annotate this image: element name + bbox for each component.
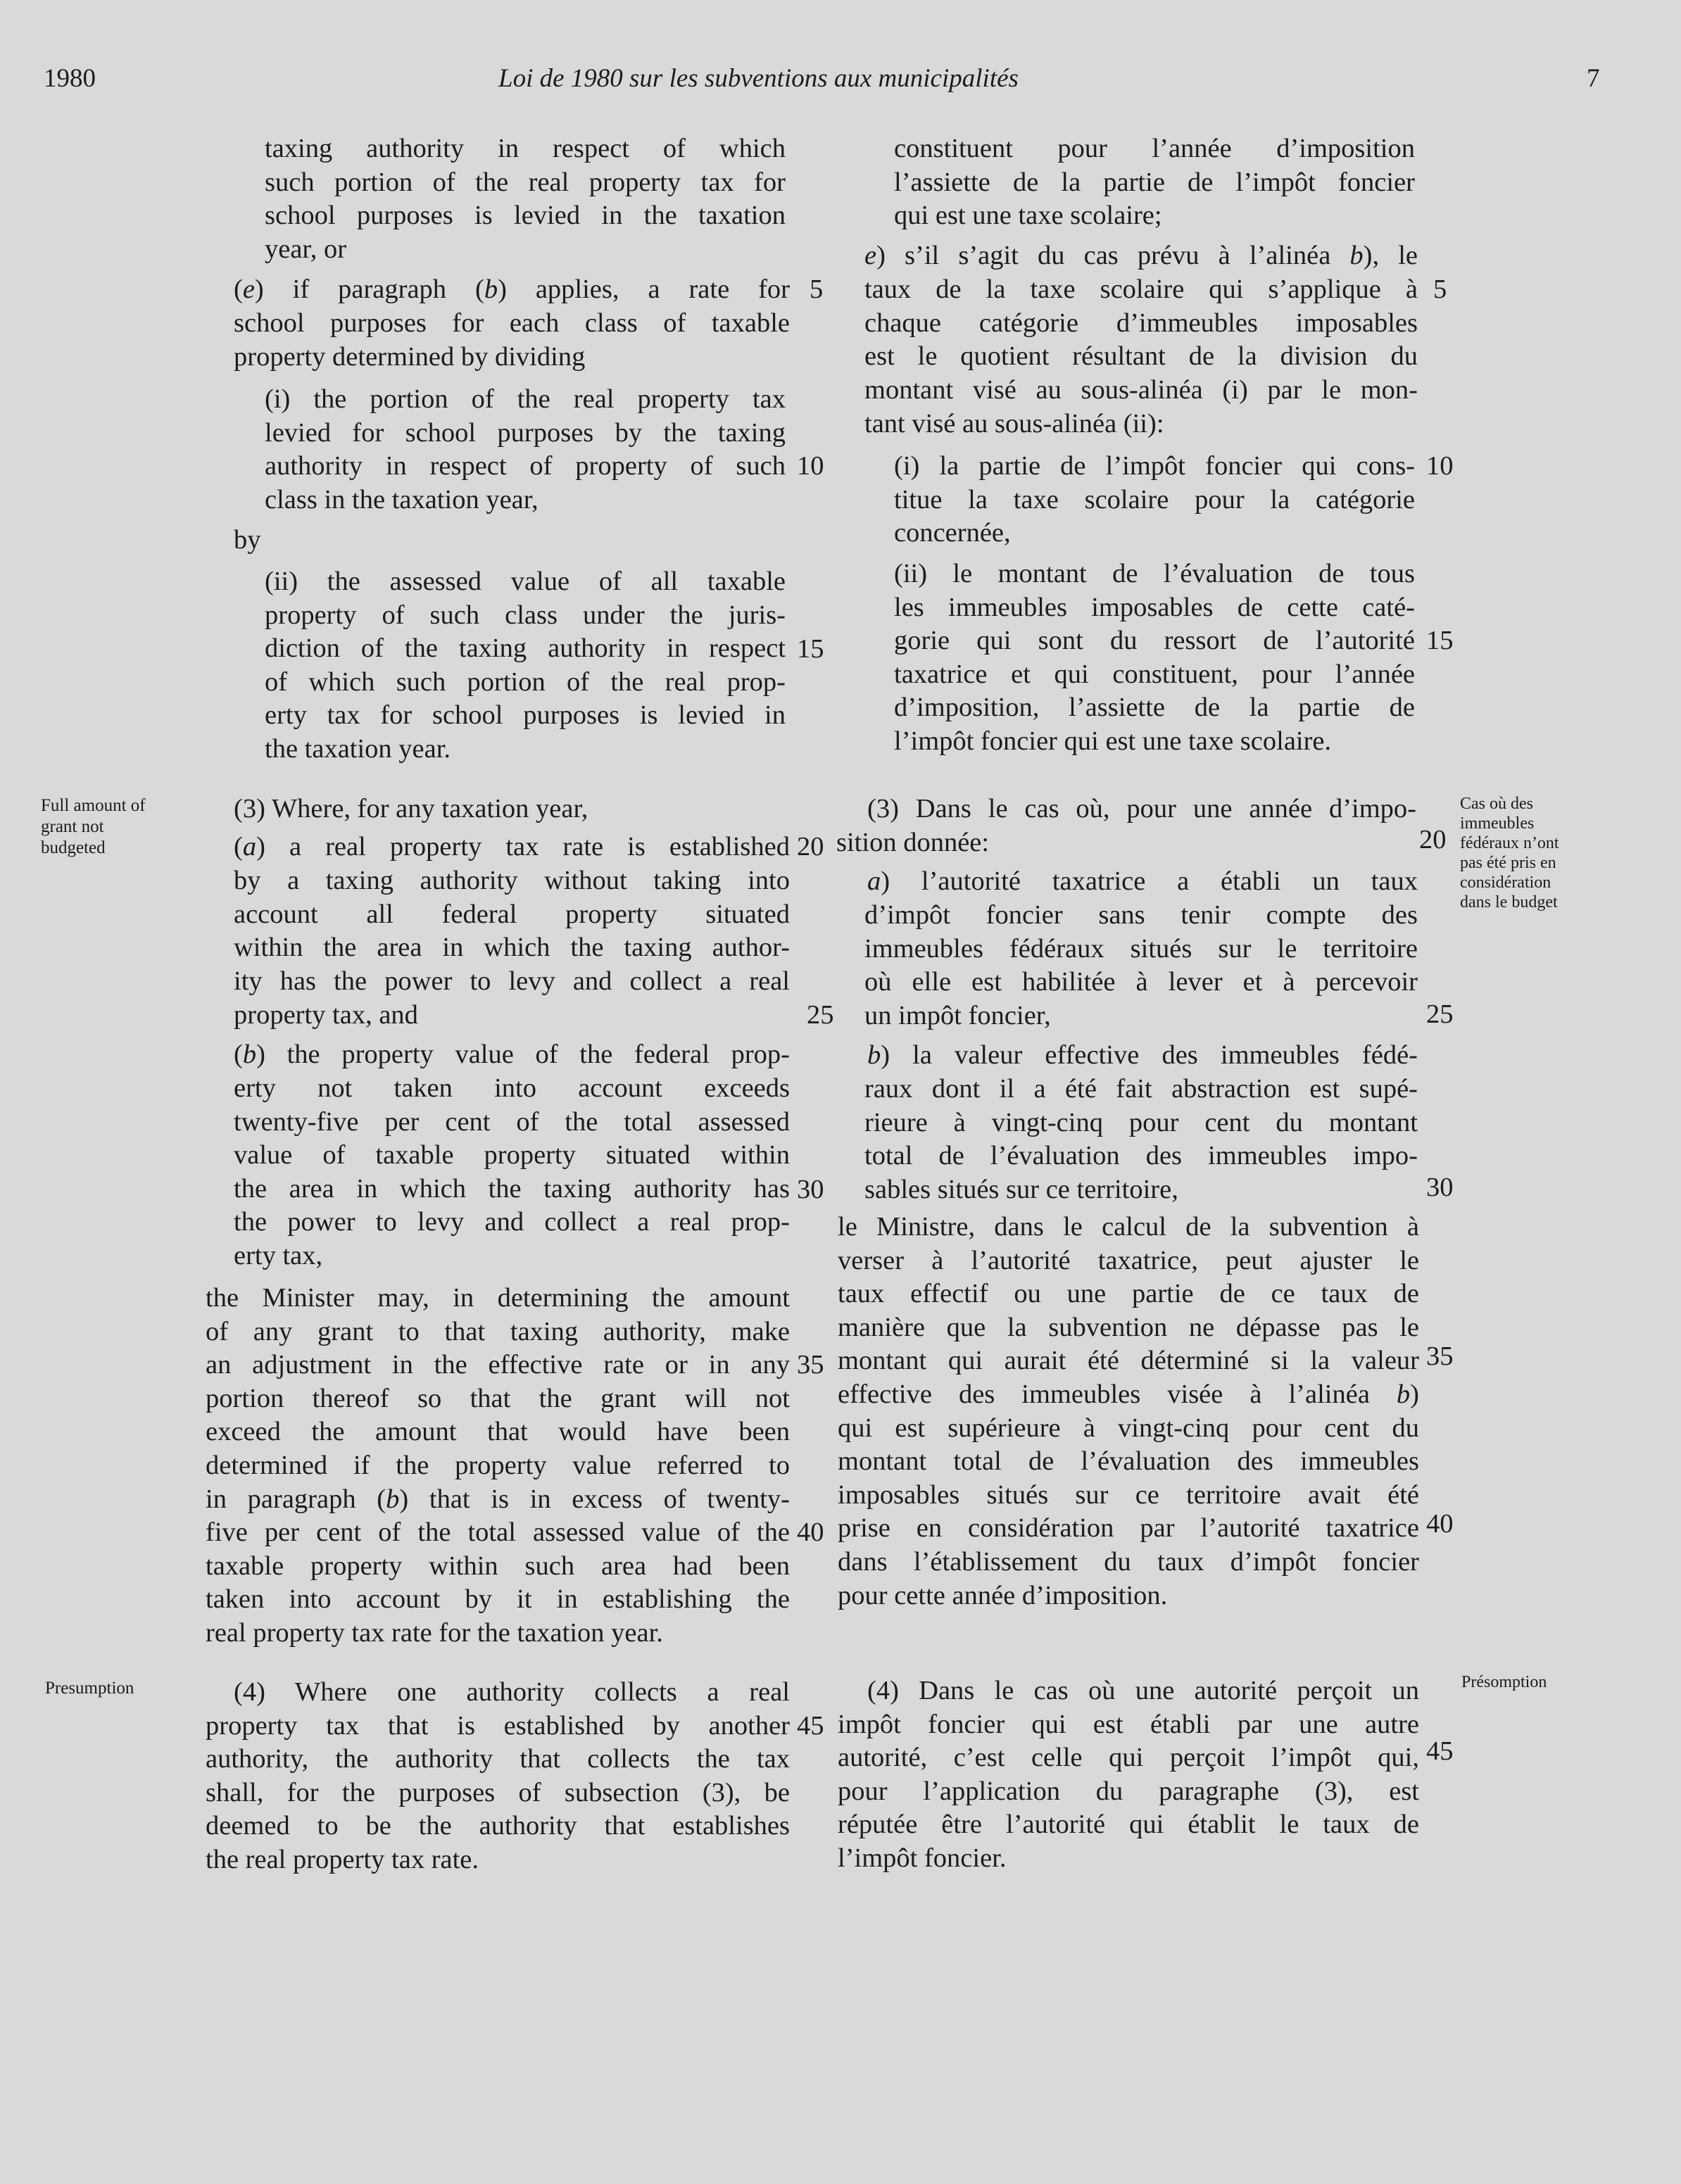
text-line: five per cent of the total assessed value of the: [206, 1517, 790, 1548]
en-subsection-4: [206, 1676, 790, 1843]
text-line: determined if the property value referred to: [206, 1450, 790, 1480]
text-line: deemed to be the authority that establishes: [206, 1811, 790, 1841]
marginal-note-line: fédéraux n’ont: [1460, 834, 1559, 852]
text-line: by a taxing authority without taking into: [234, 866, 790, 895]
text-line: the Minister may, in determining the amount: [206, 1283, 790, 1313]
text-line: réputée être l’autorité qui établit le taux de: [838, 1810, 1419, 1840]
text-line: gorie qui sont du ressort de l’autorité: [894, 626, 1415, 656]
text-line: [864, 239, 1418, 273]
text-run: (: [234, 832, 243, 861]
text-line: pour l’application du paragraphe (3), est: [838, 1776, 1419, 1806]
text-line: erty not taken into account exceeds: [234, 1073, 790, 1103]
marginal-note-cas: [1460, 794, 1559, 912]
text-run: e: [242, 274, 255, 304]
text-line: [867, 865, 1418, 899]
text-line: immeubles fédéraux situés sur le territoire: [864, 933, 1418, 964]
fr-subparagraph-i: [894, 450, 1415, 517]
text-line: total de l’évaluation des immeubles impo-: [864, 1141, 1418, 1171]
text-line: où elle est habilitée à lever et à percevoir: [864, 967, 1418, 997]
en-paragraph-a: [234, 831, 790, 864]
text-line: [234, 1038, 790, 1072]
fr-subsection-4: [838, 1674, 1419, 1842]
fr-paragraph-b: [867, 1039, 1418, 1073]
text-run: ) the property value of the federal prop-: [256, 1040, 790, 1069]
en-subsection-3-first: (3) Where, for any taxation year,: [234, 794, 588, 823]
text-line: taux de la taxe scolaire qui s’applique à: [864, 274, 1418, 304]
line-number: 20: [797, 832, 824, 861]
text-line: taux effectif ou une partie de ce taux de: [838, 1279, 1419, 1309]
fr-paragraph-e-body: [864, 273, 1418, 407]
text-line: school purposes is levied in the taxation: [265, 201, 786, 231]
fr-subsection-3: [867, 793, 1416, 826]
text-run: b: [867, 1040, 881, 1070]
text-line: imposables situés sur ce territoire avait été: [838, 1479, 1419, 1510]
text-run: ) applies, a rate for: [498, 274, 790, 304]
text-run: b: [1349, 241, 1364, 270]
text-line: ity has the power to levy and collect a real: [234, 966, 790, 996]
en-paragraph-b-body: [234, 1072, 790, 1239]
line-number: 35: [1426, 1342, 1454, 1371]
text-line: l’impôt foncier.: [838, 1843, 1007, 1873]
text-line: portion thereof so that the grant will not: [206, 1383, 790, 1413]
fr-paragraph-e: [864, 239, 1418, 273]
text-line: property determined by dividing: [234, 342, 586, 372]
marginal-note-line: grant not: [41, 817, 104, 836]
line-number: 20: [1419, 825, 1447, 854]
text-line: real property tax rate for the taxation year.: [206, 1618, 663, 1648]
text-run: (: [234, 1040, 243, 1069]
line-number: 40: [1426, 1509, 1454, 1539]
text-line: authority in respect of property of such: [265, 451, 786, 481]
marginal-note-presumption: Presumption: [45, 1679, 134, 1698]
text-line: montant visé au sous-alinéa (i) par le mon-: [864, 374, 1418, 405]
marginal-note-line: Full amount of: [41, 796, 146, 815]
text-line: (4) Dans le cas où une autorité perçoit un: [867, 1676, 1419, 1705]
text-run: ) that is in excess of twenty-: [399, 1484, 790, 1514]
fr-subparagraph-ii: [894, 557, 1415, 725]
text-line: [206, 1483, 790, 1517]
en-subparagraph-ii: [265, 565, 786, 733]
text-line: manière que la subvention ne dépasse pas le: [838, 1312, 1419, 1342]
header-year: 1980: [44, 64, 96, 93]
marginal-note-line: considération: [1460, 873, 1551, 892]
text-line: les immeubles imposables de cette caté-: [894, 592, 1415, 622]
text-line: taxatrice et qui constituent, pour l’année: [894, 659, 1415, 689]
text-line: dans l’établissement du taux d’impôt foncier: [838, 1546, 1419, 1577]
line-number: 10: [797, 451, 824, 481]
text-line: montant qui aurait été déterminé si la valeur: [838, 1346, 1419, 1376]
text-line: concernée,: [894, 518, 1011, 548]
text-run: e: [864, 241, 877, 270]
text-line: exceed the amount that would have been: [206, 1417, 790, 1447]
text-line: taxing authority in respect of which: [265, 134, 786, 163]
text-line: [867, 1039, 1418, 1073]
text-line: the power to levy and collect a real prop-: [234, 1207, 790, 1237]
text-line: chaque catégorie d’immeubles imposables: [864, 308, 1418, 338]
text-run: b: [242, 1040, 257, 1069]
text-line: taken into account by it in establishing the: [206, 1584, 790, 1615]
text-line: the taxation year.: [265, 734, 451, 764]
text-line: (3) Dans le cas où, pour une année d’impo-: [867, 794, 1416, 823]
text-line: twenty-five per cent of the total assessed: [234, 1106, 790, 1137]
text-line: sition donnée:: [836, 828, 990, 857]
line-number: 45: [1426, 1736, 1454, 1766]
line-number: 25: [807, 1000, 834, 1030]
text-line: d’impôt foncier sans tenir compte des: [864, 900, 1418, 930]
text-line: levied for school purposes by the taxing: [265, 417, 786, 448]
text-line: le Ministre, dans le calcul de la subvention à: [838, 1212, 1419, 1242]
text-run: ) s’il s’agit du cas prévu à l’alinéa: [876, 241, 1350, 270]
text-line: l’impôt foncier qui est une taxe scolaire.: [894, 726, 1332, 756]
text-line: of any grant to that taxing authority, make: [206, 1316, 790, 1346]
text-line: (ii) the assessed value of all taxable: [265, 567, 786, 596]
text-line: year, or: [265, 234, 347, 264]
line-number: 40: [797, 1517, 824, 1547]
text-line: d’imposition, l’assiette de la partie de: [894, 693, 1415, 723]
text-line: (i) the portion of the real property tax: [265, 384, 786, 414]
text-line: taxable property within such area had been: [206, 1551, 790, 1581]
text-run: b: [484, 274, 498, 304]
en-paragraph-e: [234, 273, 790, 307]
text-line: montant total de l’évaluation des immeubles: [838, 1446, 1419, 1477]
marginal-note-line: Cas où des: [1460, 795, 1533, 813]
text-run: ) a real property tax rate is established: [256, 832, 790, 861]
marginal-note-line: dans le budget: [1460, 893, 1558, 911]
text-line: qui est une taxe scolaire;: [894, 201, 1162, 230]
text-line: property tax, and: [234, 1000, 418, 1030]
text-line: (4) Where one authority collects a real: [234, 1677, 790, 1707]
text-run: ) la valeur effective des immeubles fédé-: [881, 1040, 1418, 1070]
text-line: an adjustment in the effective rate or in any: [206, 1350, 790, 1380]
text-line: the area in which the taxing authority has: [234, 1173, 790, 1204]
text-line: by: [234, 525, 261, 555]
text-line: class in the taxation year,: [265, 485, 539, 515]
text-line: prise en considération par l’autorité taxatrice: [838, 1513, 1419, 1544]
line-number: 5: [810, 274, 824, 304]
text-line: authority, the authority that collects the tax: [206, 1744, 790, 1774]
text-line: diction of the taxing authority in respect: [265, 633, 786, 664]
text-run: ): [1410, 1379, 1419, 1409]
text-line: school purposes for each class of taxable: [234, 308, 790, 338]
text-line: property of such class under the juris-: [265, 600, 786, 630]
text-line: [234, 273, 790, 307]
text-line: (ii) le montant de l’évaluation de tous: [894, 559, 1415, 588]
text-line: the real property tax rate.: [206, 1845, 479, 1874]
text-run: b: [386, 1484, 400, 1514]
text-line: titue la taxe scolaire pour la catégorie: [894, 484, 1415, 515]
header-title: Loi de 1980 sur les subventions aux municipalités: [498, 64, 1019, 93]
text-line: erty tax,: [234, 1241, 323, 1270]
marginal-note-presomption: Présomption: [1461, 1673, 1547, 1691]
text-run: ), le: [1363, 241, 1418, 270]
marginal-note-line: immeubles: [1460, 814, 1535, 833]
text-line: verser à l’autorité taxatrice, peut ajuster le: [838, 1245, 1419, 1275]
text-line: un impôt foncier,: [864, 1001, 1051, 1030]
marginal-note-line: pas été pris en: [1460, 854, 1556, 872]
line-number: 10: [1426, 451, 1454, 481]
line-number: 15: [1426, 626, 1454, 655]
line-number: 15: [797, 634, 824, 664]
fr-minister-paragraph: [838, 1211, 1419, 1579]
fr-clause-continuation: [894, 132, 1415, 199]
en-subparagraph-i: [265, 383, 786, 484]
line-number: 45: [797, 1711, 824, 1741]
marginal-note-line: budgeted: [41, 838, 106, 857]
en-paragraph-b: [234, 1038, 790, 1072]
text-run: a: [242, 832, 257, 861]
line-number: 30: [797, 1175, 824, 1204]
text-line: erty tax for school purposes is levied in: [265, 700, 786, 731]
text-line: property tax that is established by another: [206, 1710, 790, 1741]
text-run: a: [867, 866, 881, 896]
fr-paragraph-b-body: [864, 1073, 1418, 1173]
line-number: 5: [1433, 274, 1447, 304]
text-line: constituent pour l’année d’imposition: [894, 134, 1415, 163]
en-paragraph-a-body: [234, 864, 790, 998]
text-line: such portion of the real property tax for: [265, 167, 786, 197]
text-run: ) if paragraph (: [254, 274, 484, 304]
text-line: pour cette année d’imposition.: [838, 1581, 1168, 1610]
text-run: ) l’autorité taxatrice a établi un taux: [881, 866, 1418, 896]
text-line: l’assiette de la partie de l’impôt foncier: [894, 167, 1415, 197]
text-line: within the area in which the taxing author-: [234, 933, 790, 963]
text-run: effective des immeubles visée à l’alinéa: [838, 1379, 1397, 1409]
text-line: est le quotient résultant de la division du: [864, 341, 1418, 372]
en-clause-continuation: [265, 132, 786, 233]
text-line: rieure à vingt-cinq pour cent du montant: [864, 1107, 1418, 1137]
text-run: b: [1396, 1379, 1411, 1409]
page-number: 7: [1587, 64, 1600, 93]
text-line: shall, for the purposes of subsection (3), be: [206, 1777, 790, 1807]
en-minister-paragraph: [206, 1282, 790, 1617]
fr-paragraph-a-body: [864, 899, 1418, 999]
line-number: 25: [1426, 999, 1454, 1029]
text-line: value of taxable property situated within: [234, 1140, 790, 1170]
line-number: 35: [797, 1350, 824, 1380]
text-line: [234, 831, 790, 864]
text-line: sables situés sur ce territoire,: [864, 1175, 1178, 1204]
text-line: raux dont il a été fait abstraction est supé-: [864, 1074, 1418, 1104]
text-line: autorité, c’est celle qui perçoit l’impôt qui,: [838, 1743, 1419, 1773]
text-run: (: [234, 274, 243, 304]
text-line: qui est supérieure à vingt-cinq pour cent du: [838, 1413, 1419, 1443]
text-line: of which such portion of the real prop-: [265, 667, 786, 697]
text-line: [838, 1378, 1419, 1412]
marginal-note-full-amount: [41, 795, 146, 859]
text-line: tant visé au sous-alinéa (ii):: [864, 409, 1164, 438]
line-number: 30: [1426, 1173, 1454, 1202]
text-line: account all federal property situated: [234, 899, 790, 929]
fr-paragraph-a: [867, 865, 1418, 899]
text-line: impôt foncier qui est établi par une autre: [838, 1709, 1419, 1739]
text-run: in paragraph (: [206, 1484, 386, 1514]
text-line: (i) la partie de l’impôt foncier qui cons-: [894, 451, 1415, 481]
